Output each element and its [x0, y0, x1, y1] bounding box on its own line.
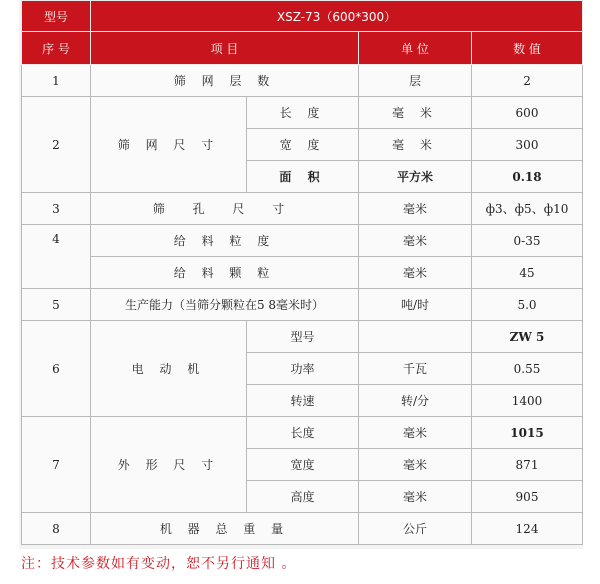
col-header-item: 项 目 [91, 32, 359, 65]
row-unit: 毫米 [359, 225, 472, 257]
sub-item: 转速 [247, 385, 359, 417]
table-row [22, 289, 583, 321]
row-index: 2 [22, 97, 91, 193]
sub-item: 功率 [247, 353, 359, 385]
table-row [22, 513, 583, 545]
sub-item: 面 积 [247, 161, 359, 193]
sub-item: 宽度 [247, 449, 359, 481]
row-index: 8 [22, 513, 91, 545]
model-value: XSZ-73（600*300） [91, 1, 583, 32]
row-value: 1400 [472, 385, 583, 417]
row-unit: 公斤 [359, 513, 472, 545]
row-item: 筛 网 层 数 [91, 65, 359, 97]
row-unit: 毫米 [359, 481, 472, 513]
row-value: 905 [472, 481, 583, 513]
row-item: 给 料 粒 度 [91, 225, 359, 257]
spec-table [21, 0, 583, 545]
sub-item: 型号 [247, 321, 359, 353]
row-item: 生产能力（当筛分颗粒在5 8毫米时） [91, 289, 359, 321]
table-row [22, 321, 583, 353]
col-header-unit: 单 位 [359, 32, 472, 65]
row-item: 外 形 尺 寸 [91, 417, 247, 513]
row-unit: 转/分 [359, 385, 472, 417]
row-value: 45 [472, 257, 583, 289]
row-item: 给 料 颗 粒 [91, 257, 359, 289]
table-row [22, 65, 583, 97]
row-item: 筛 网 尺 寸 [91, 97, 247, 193]
header-row [22, 32, 583, 65]
row-unit: 毫米 [359, 193, 472, 225]
row-unit: 平方米 [359, 161, 472, 193]
table-row [22, 417, 583, 449]
row-unit: 毫 米 [359, 129, 472, 161]
row-value: ф3、ф5、ф10 [472, 193, 583, 225]
table-row [22, 193, 583, 225]
row-unit: 层 [359, 65, 472, 97]
table-row [22, 97, 583, 129]
row-unit: 毫米 [359, 257, 472, 289]
table-row [22, 225, 583, 257]
row-unit: 毫米 [359, 449, 472, 481]
row-index: 3 [22, 193, 91, 225]
row-index: 6 [22, 321, 91, 417]
table-row [22, 257, 583, 289]
col-header-index: 序 号 [22, 32, 91, 65]
model-label: 型号 [22, 1, 91, 32]
footnote: 注：技术参数如有变动，恕不另行通知 。 [21, 556, 297, 572]
sub-item: 长 度 [247, 97, 359, 129]
row-index: 5 [22, 289, 91, 321]
row-item: 筛 孔 尺 寸 [91, 193, 359, 225]
row-value: 300 [472, 129, 583, 161]
sub-item: 高度 [247, 481, 359, 513]
row-index: 1 [22, 65, 91, 97]
row-value: 0-35 [472, 225, 583, 257]
row-value: 2 [472, 65, 583, 97]
row-index: 7 [22, 417, 91, 513]
row-unit: 千瓦 [359, 353, 472, 385]
col-header-value: 数 值 [472, 32, 583, 65]
row-value: 0.55 [472, 353, 583, 385]
row-value: 0.18 [472, 161, 583, 193]
row-unit [359, 321, 472, 353]
row-value: 600 [472, 97, 583, 129]
row-value: 5.0 [472, 289, 583, 321]
row-item: 机 器 总 重 量 [91, 513, 359, 545]
row-item: 电 动 机 [91, 321, 247, 417]
row-unit: 吨/时 [359, 289, 472, 321]
row-unit: 毫米 [359, 417, 472, 449]
row-value: 1015 [472, 417, 583, 449]
row-value: 124 [472, 513, 583, 545]
sub-item: 宽 度 [247, 129, 359, 161]
row-value: 871 [472, 449, 583, 481]
sub-item: 长度 [247, 417, 359, 449]
row-unit: 毫 米 [359, 97, 472, 129]
row-value: ZW 5 [472, 321, 583, 353]
model-row [22, 1, 583, 32]
row-index: 4 [22, 225, 91, 289]
